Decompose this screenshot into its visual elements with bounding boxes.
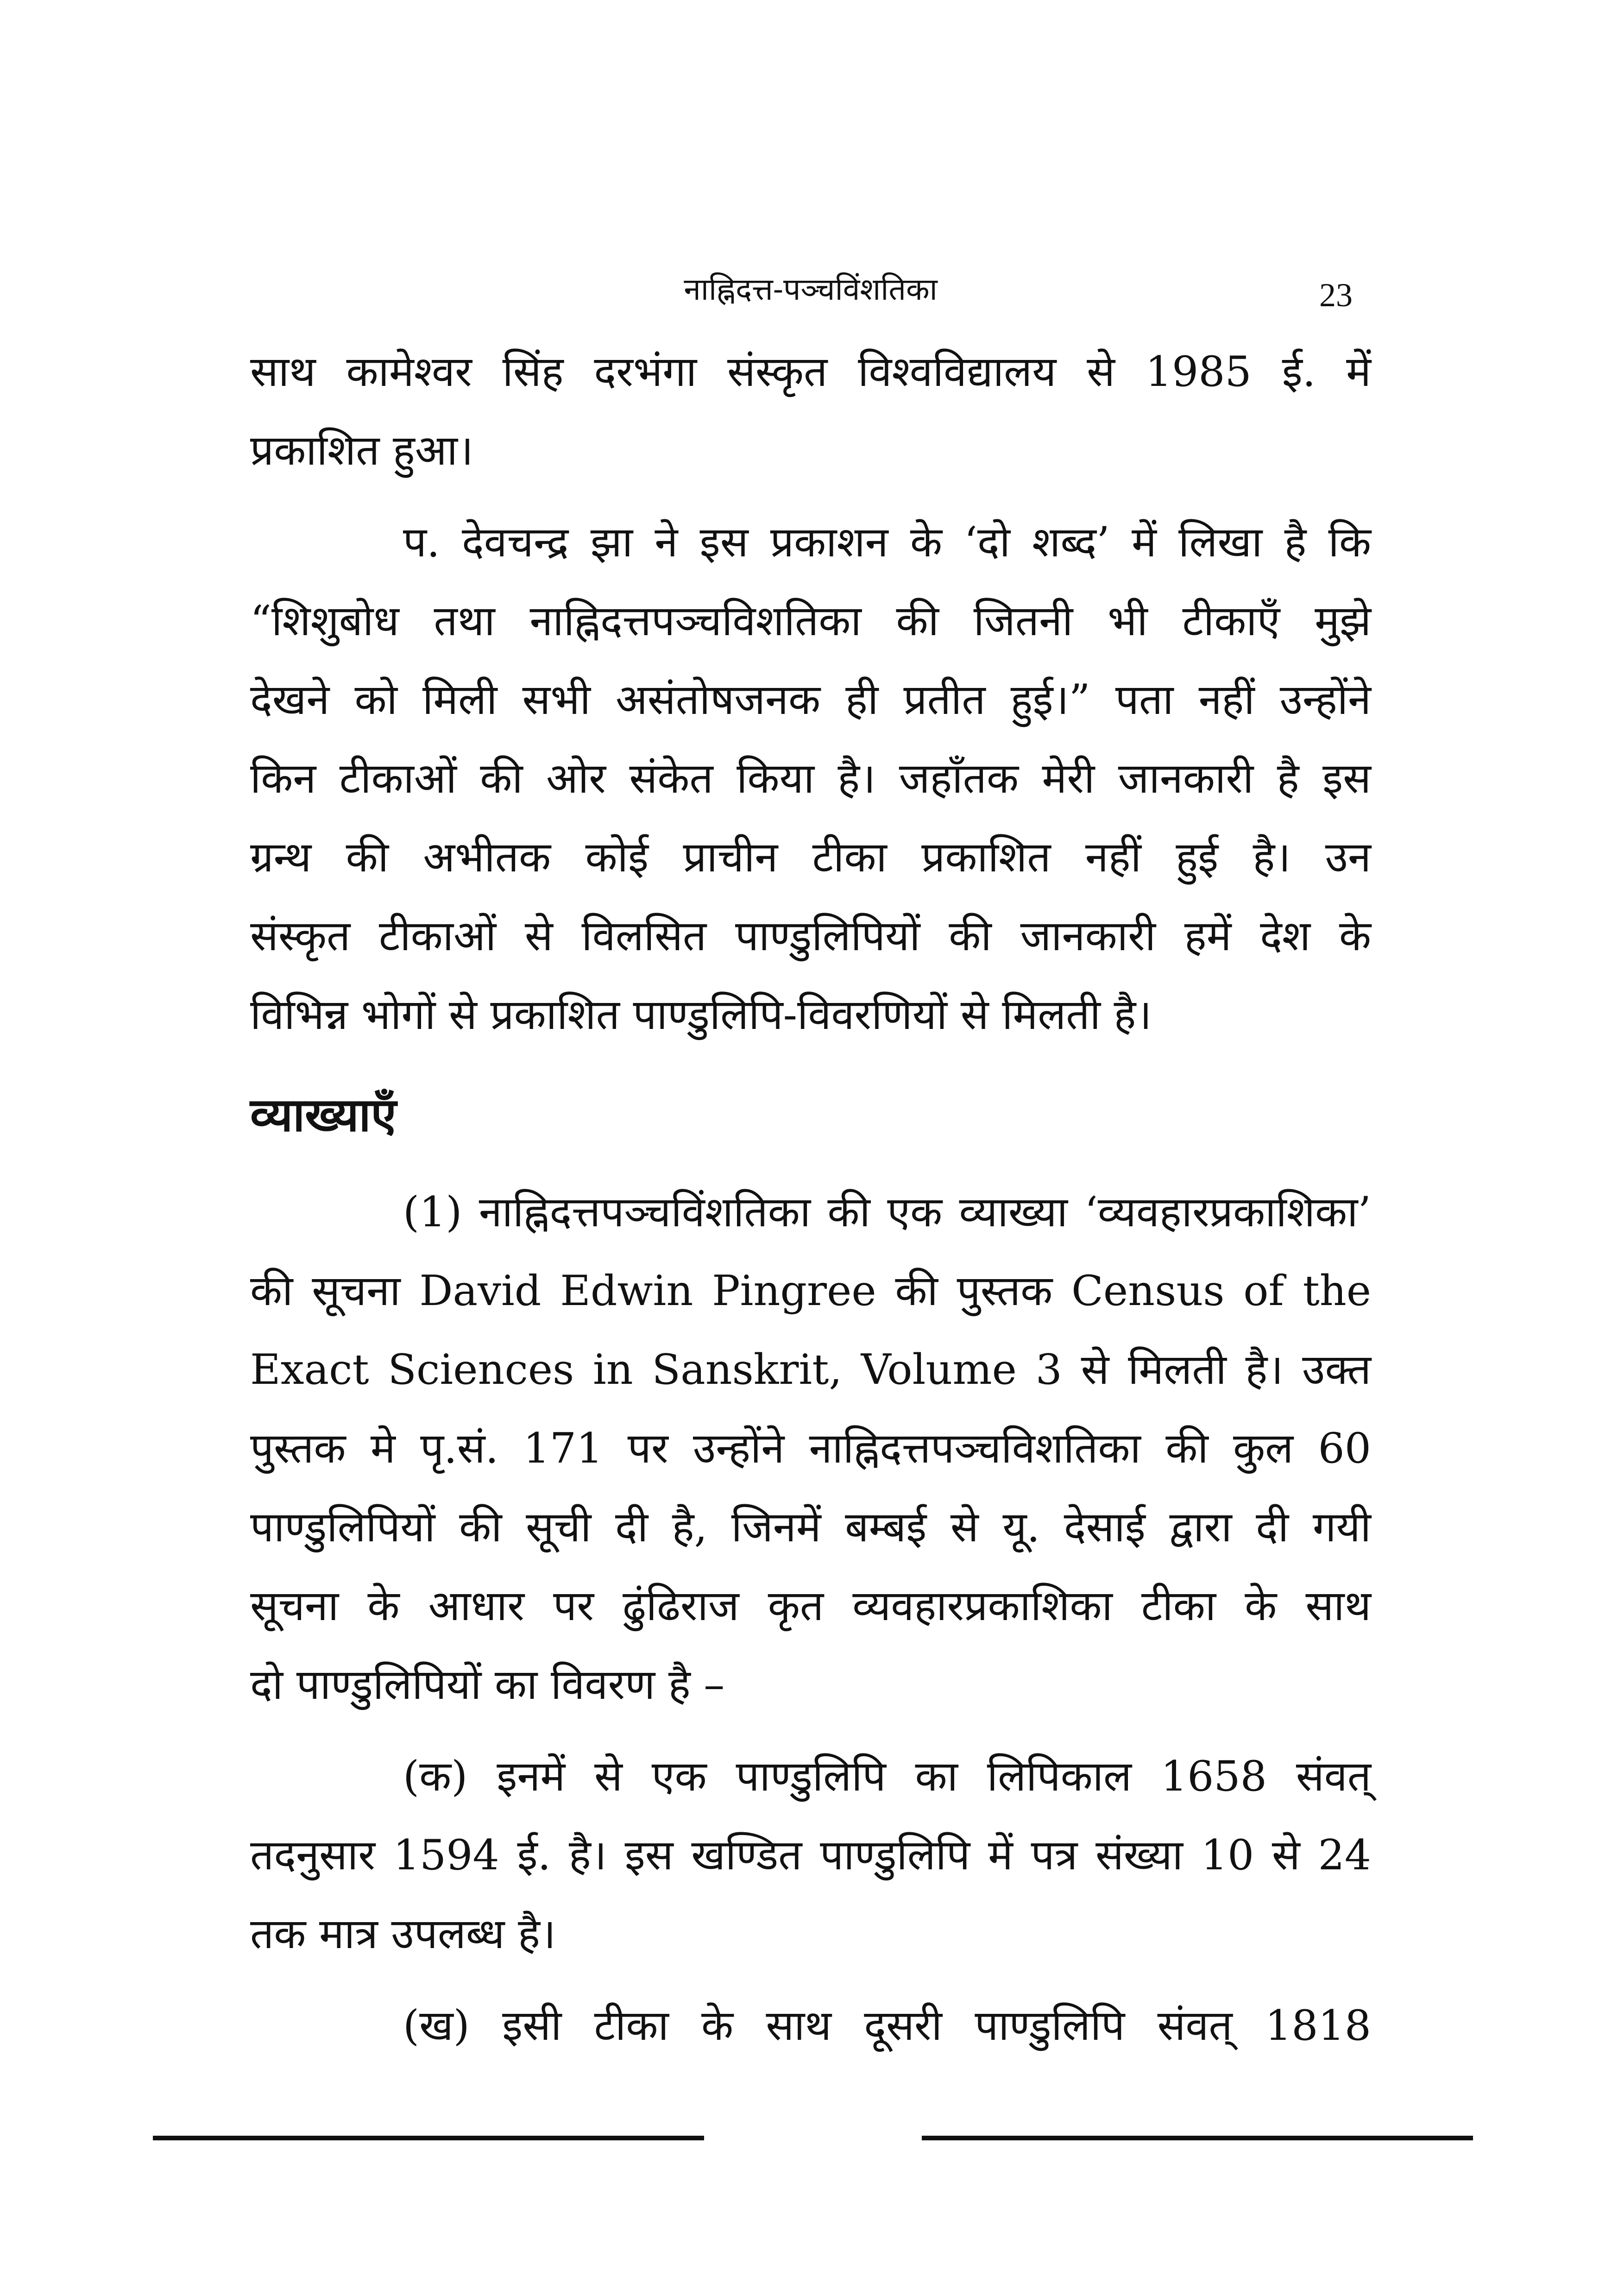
text-line: “शिशुबोध तथा नाह्निदत्तपञ्चविशतिका की जितनी भी टीकाएँ मुझे bbox=[250, 597, 1371, 645]
body-text bbox=[250, 333, 1371, 2065]
text-line: पाण्डुलिपियों की सूची दी है, जिनमें बम्बई से यू. देसाई द्वारा दी गयी bbox=[250, 1503, 1371, 1552]
paragraph-publication-note bbox=[250, 333, 1371, 490]
section-heading: व्याख्याएँ bbox=[250, 1087, 397, 1142]
footnote-rule-right bbox=[922, 2136, 1473, 2140]
text-line: (1) नाह्निदत्तपञ्चविंशतिका की एक व्याख्या ‘व्यवहारप्रकाशिका’ bbox=[403, 1188, 1371, 1236]
text-line: विभिन्न भोगों से प्रकाशित पाण्डुलिपि-विवरणियों से मिलती है। bbox=[250, 990, 1152, 1039]
text-line: किन टीकाओं की ओर संकेत किया है। जहाँतक मेरी जानकारी है इस bbox=[250, 754, 1371, 803]
text-line: दो पाण्डुलिपियों का विवरण है – bbox=[250, 1660, 725, 1709]
paragraph-manuscript-kha bbox=[250, 1987, 1371, 2065]
text-line: सूचना के आधार पर ढुंढिराज कृत व्यवहारप्रकाशिका टीका के साथ bbox=[250, 1582, 1371, 1630]
text-line: की सूचना David Edwin Pingree की पुस्तक Census of the bbox=[250, 1267, 1371, 1315]
text-line: तदनुसार 1594 ई. है। इस खण्डित पाण्डुलिपि में पत्र संख्या 10 से 24 bbox=[250, 1831, 1371, 1880]
page-number: 23 bbox=[1319, 277, 1353, 314]
text-line: पुस्तक मे पृ.सं. 171 पर उन्होंने नाह्निदत्तपञ्चविशतिका की कुल 60 bbox=[250, 1424, 1371, 1473]
running-title: नाह्निदत्त-पञ्चविंशतिका bbox=[684, 271, 938, 307]
running-head bbox=[250, 269, 1371, 324]
paragraph-commentary-1 bbox=[250, 1173, 1371, 1724]
paragraph-devchandra-quote bbox=[250, 503, 1371, 1054]
text-line: साथ कामेश्वर सिंह दरभंगा संस्कृत विश्वविद्यालय से 1985 ई. में bbox=[250, 347, 1371, 396]
text-line: प्रकाशित हुआ। bbox=[250, 426, 473, 475]
text-line: देखने को मिली सभी असंतोषजनक ही प्रतीत हुई।” पता नहीं उन्होंने bbox=[250, 675, 1371, 724]
footnote-rule-left bbox=[153, 2136, 704, 2140]
text-line: तक मात्र उपलब्ध है। bbox=[250, 1910, 556, 1958]
text-line: प. देवचन्द्र झा ने इस प्रकाशन के ‘दो शब्द’ में लिखा है कि bbox=[403, 518, 1371, 567]
text-line: (क) इनमें से एक पाण्डुलिपि का लिपिकाल 1658 संवत् bbox=[403, 1752, 1371, 1801]
paragraph-manuscript-ka bbox=[250, 1737, 1371, 1974]
text-line: संस्कृत टीकाओं से विलसित पाण्डुलिपियों की जानकारी हमें देश के bbox=[250, 912, 1371, 960]
text-line: (ख) इसी टीका के साथ दूसरी पाण्डुलिपि संवत् 1818 bbox=[403, 2001, 1371, 2050]
text-line: ग्रन्थ की अभीतक कोई प्राचीन टीका प्रकाशित नहीं हुई है। उन bbox=[250, 833, 1371, 882]
text-line: Exact Sciences in Sanskrit, Volume 3 से मिलती है। उक्त bbox=[250, 1345, 1371, 1394]
